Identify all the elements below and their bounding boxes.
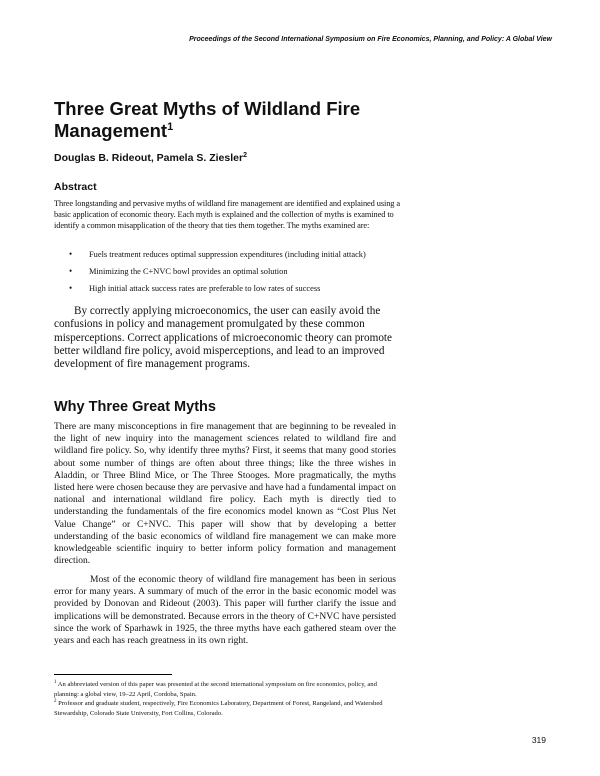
abstract-body: Three longstanding and pervasive myths of wildland fire management are identified and explained using a basic application of economic theory. Each myth is explained and the collection of myths is examined to identify a common misapplication of the theory that ties them together. The myths examined are: xyxy=(54,199,400,231)
footnote xyxy=(54,699,400,718)
footnotes xyxy=(54,680,400,718)
list-item xyxy=(54,283,454,300)
authors xyxy=(54,152,247,164)
paper-title xyxy=(54,98,474,142)
authors-text: Douglas B. Rideout, Pamela S. Ziesler xyxy=(54,152,244,164)
authors-footnote-mark: 2 xyxy=(243,152,247,159)
myth-list xyxy=(54,249,454,300)
list-item-text: Fuels treatment reduces optimal suppression expenditures (including initial attack) xyxy=(89,250,366,259)
footnote-mark: 1 xyxy=(54,680,57,685)
paper-title-text: Three Great Myths of Wildland Fire Management xyxy=(54,98,361,141)
body-paragraph: Most of the economic theory of wildland fire management has been in serious error for many years. A summary of much of the error in the basic economic model was provided by Donovan and Rideout (2003). This paper will further clarify the issue and implications will be demonstrated. Because errors in the theory of C+NVC have persisted since the work of Sparhawk in 1925, the three myths have each gathered steam over the years and each has reach greatness in its own right. xyxy=(54,575,396,647)
title-footnote-mark: 1 xyxy=(167,121,174,133)
bullet-icon: • xyxy=(69,266,73,276)
abstract-heading: Abstract xyxy=(54,181,97,193)
bullet-icon: • xyxy=(69,283,73,293)
footnote-text: Professor and graduate student, respectively, Fire Economics Laboratory, Department of Forest, Rangeland, and Watershed Stewardship, Colorado State University, Fort Collins, Colorado. xyxy=(54,700,383,717)
footnote xyxy=(54,680,400,699)
bullet-icon: • xyxy=(69,249,73,259)
footnote-divider xyxy=(54,674,172,675)
footnote-text: An abbreviated version of this paper was presented at the second international symposium on fire economics, policy, and planning: a global view, 19–22 April, Cordoba, Spain. xyxy=(54,681,377,698)
footnote-mark: 2 xyxy=(54,699,57,705)
list-item-text: Minimizing the C+NVC bowl provides an optimal solution xyxy=(89,267,288,276)
list-item xyxy=(54,266,454,283)
page-number: 319 xyxy=(531,735,546,745)
list-item-text: High initial attack success rates are preferable to low rates of success xyxy=(89,284,321,293)
abstract-summary: By correctly applying microeconomics, the user can easily avoid the confusions in policy and management promulgated by these common misperceptions. Correct applications of microeconomic theory can promote better wildland fire policy, avoid misperceptions, and lead to an improved development of fire management programs. xyxy=(54,305,393,371)
body-paragraph: There are many misconceptions in fire management that are beginning to be revealed in the light of new inquiry into the management sciences related to wildland fire and wildland fire policy. So, why identify three myths? First, it seems that many good stories about some number of things are often about three things; like the three wishes in Aladdin, or Three Blind Mice, or The Three Stooges. More pragmatically, the myths listed here were chosen because they are pervasive and have had a fundamental impact on national and international wildland fire policy. Each myth is directly tied to understanding the fundamentals of the fire economics model known as “Cost Plus Net Value Change” or C+NVC. This paper will show that by developing a better understanding of the basic economics of wildland fire management we can make more knowledgeable scientific inquiry to better inform policy formation and management direction. xyxy=(54,422,396,567)
list-item xyxy=(54,249,454,266)
section-heading: Why Three Great Myths xyxy=(54,399,216,415)
running-head: Proceedings of the Second International Symposium on Fire Economics, Planning, and Policy: A Global View xyxy=(189,36,552,43)
